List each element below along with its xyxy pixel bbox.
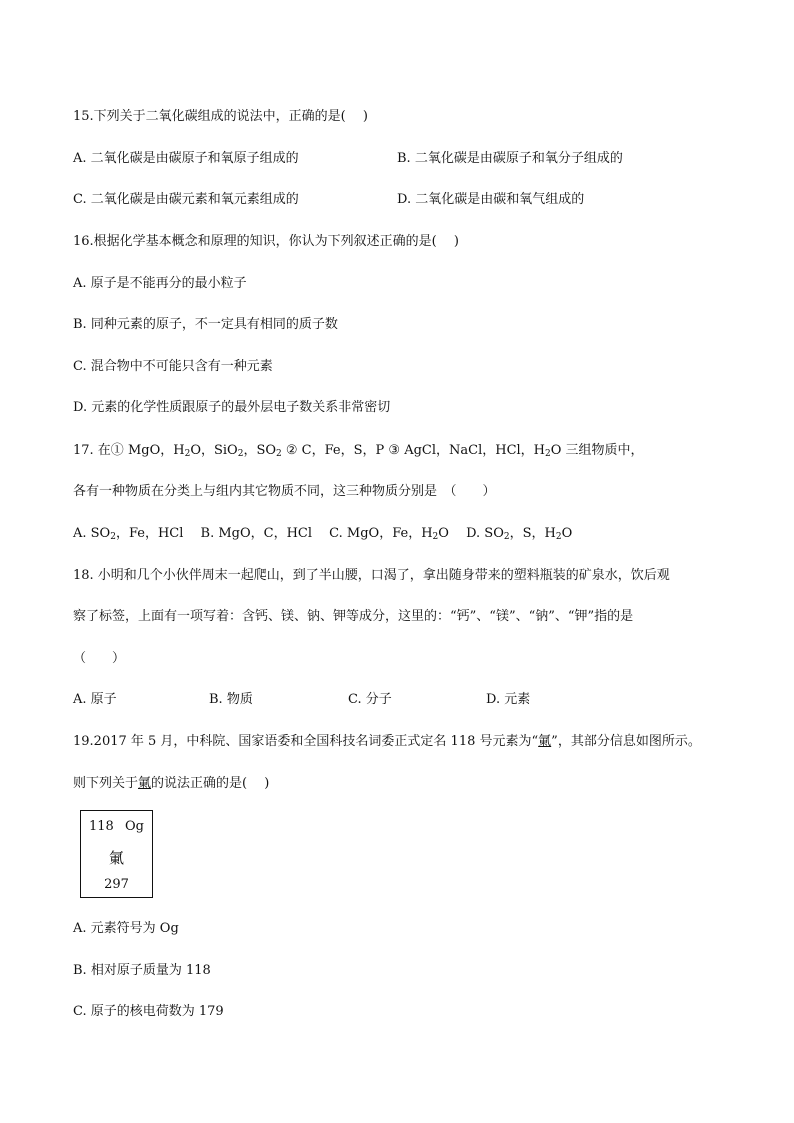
q19-stem-line2: 则下列关于氭的说法正确的是( )	[73, 776, 270, 791]
q15-option-a: A. 二氧化碳是由碳原子和氧原子组成的	[73, 151, 299, 166]
q18-option-b: B. 物质	[209, 692, 253, 707]
q19-element-char: 氭	[538, 734, 552, 749]
q15-option-d: D. 二氧化碳是由碳和氧气组成的	[397, 192, 585, 207]
q19-stem-line1: 19.2017 年 5 月，中科院、国家语委和全国科技名词委正式定名 118 号元素为“氭”，其部分信息如图所示。	[73, 734, 701, 749]
q16-option-a: A. 原子是不能再分的最小粒子	[73, 276, 247, 291]
q16-option-d: D. 元素的化学性质跟原子的最外层电子数关系非常密切	[73, 400, 391, 415]
q19-option-c: C. 原子的核电荷数为 179	[73, 1004, 224, 1019]
q19-option-b: B. 相对原子质量为 118	[73, 963, 211, 978]
atomic-mass: 297	[104, 877, 129, 892]
q15-stem: 15.下列关于二氧化碳组成的说法中，正确的是( )	[73, 109, 368, 124]
q19-option-a: A. 元素符号为 Og	[73, 921, 179, 936]
q18-stem-line1: 18. 小明和几个小伙伴周末一起爬山，到了半山腰，口渴了，拿出随身带来的塑料瓶装的矿泉水，饮后观	[73, 568, 670, 583]
q18-option-c: C. 分子	[348, 692, 392, 707]
element-info-card	[80, 810, 153, 898]
q17-stem: 17. 在① MgO，$H_2O$，SiO$_2$，$SO_2$ ② C，Fe，S，P ③ AgCl，NaCl，HCl，$H_2O$ 三组物质中，	[73, 443, 644, 459]
q16-option-c: C. 混合物中不可能只含有一种元素	[73, 359, 273, 374]
q17-stem-line2: 各有一种物质在分类上与组内其它物质不同，这三种物质分别是 （ ）	[73, 484, 496, 499]
q18-option-d: D. 元素	[486, 692, 531, 707]
atomic-number: 118	[89, 819, 114, 834]
q18-stem-line3: （ ）	[73, 651, 126, 666]
q16-option-b: B. 同种元素的原子，不一定具有相同的质子数	[73, 317, 338, 332]
q15-option-b: B. 二氧化碳是由碳原子和氧分子组成的	[397, 151, 623, 166]
q16-stem: 16.根据化学基本概念和原理的知识，你认为下列叙述正确的是( )	[73, 234, 459, 249]
q15-option-c: C. 二氧化碳是由碳元素和氧元素组成的	[73, 192, 299, 207]
q17-options: A. $SO_2$，Fe，HCl B. MgO，C，HCl C. MgO，Fe，$H_2O$ D. $SO_2$，S，$H_2O$	[73, 526, 573, 542]
element-symbol: Og	[125, 819, 144, 834]
q18-option-a: A. 原子	[73, 692, 117, 707]
element-name: 氭	[108, 849, 124, 867]
q18-stem-line2: 察了标签，上面有一项写着：含钙、镁、钠、钾等成分，这里的：“钙”、“镁”、“钠”、“钾”指的是	[73, 609, 634, 624]
